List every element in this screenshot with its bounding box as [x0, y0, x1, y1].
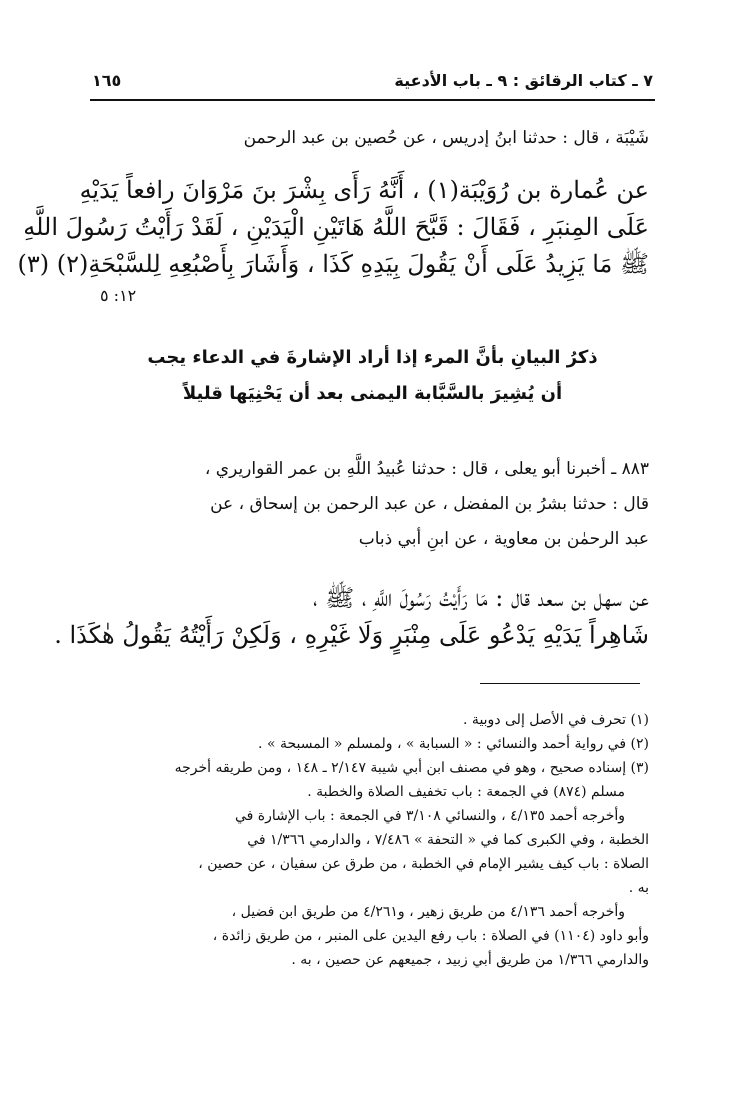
prev-isnad [96, 128, 649, 148]
footnote-3-line: (٣) إسناده صحيح ، وهو في مصنف ابن أبي شيبة ٢/١٤٧ ـ ١٤٨ ، ومن طريقه أخرجه [174, 760, 649, 776]
heading-line: ذكرُ البيانِ بأنَّ المرء إذا أراد الإشارةَ في الدعاء يجب [147, 347, 598, 368]
footnote-3-line: به . [628, 880, 649, 896]
page-number: ١٦٥ [92, 70, 122, 90]
page-header [92, 66, 653, 94]
hadith-883-isnad [96, 452, 649, 557]
hadith-883-matn [54, 580, 649, 654]
header-rule [90, 99, 655, 101]
matn-line: عن سهل بن سعد قال : مَا رَأَيْتُ رَسُولَ اللَّهِ ، ﷺ ، [312, 584, 649, 612]
isnad-line: قال : حدثنا بشرُ بن المفضل ، عن عبد الرحمن بن إسحاق ، عن [210, 494, 649, 514]
footnote-3-line: وأخرجه أحمد ٤/١٣٥ ، والنسائي ٣/١٠٨ في الجمعة : باب الإشارة في [234, 808, 625, 824]
footnote-3-line: الصلاة : باب كيف يشير الإمام في الخطبة ، من طرق عن سفيان ، عن حصين ، [198, 856, 649, 872]
footnote-3-line: وأبو داود (١١٠٤) في الصلاة : باب رفع اليدين على المنبر ، من طريق زائدة ، [212, 928, 649, 944]
footnotes [96, 708, 649, 972]
footnote-2: (٢) في رواية أحمد والنسائي : « السبابة » ، ولمسلم « المسبحة » . [258, 736, 649, 752]
heading-line: أن يُشِيرَ بالسَّبَّابة اليمنى بعد أن يَحْنِيَها قليلاً [182, 383, 563, 404]
chapter-heading [96, 340, 649, 412]
isnad-line: ٨٨٣ ـ أخبرنا أبو يعلى ، قال : حدثنا عُبيدُ اللَّهِ بن عمر القواريري ، [204, 459, 649, 479]
footnote-1: (١) تحرف في الأصل إلى دوبية . [463, 712, 649, 728]
footnote-3-line: الخطبة ، وفي الكبرى كما في « التحفة » ٧/٤٨٦ ، والدارمي ١/٣٦٦ في [247, 832, 649, 848]
matn-line: ﷺ مَا يَزِيدُ عَلَى أَنْ يَقُولَ بِيَدِهِ كَذَا ، وَأَشَارَ بِأَصْبُعِهِ لِلسَّبْحَةِ(٢) (٣) [17, 250, 649, 278]
footnote-3-line: والدارمي ١/٣٦٦ من طريق أبي زبيد ، جميعهم عن حصين ، به . [291, 952, 649, 968]
footnote-3-line: وأخرجه أحمد ٤/١٣٦ من طريق زهير ، و٤/٢٦١ من طريق ابن فضيل ، [231, 904, 625, 920]
prev-matn [17, 172, 649, 283]
isnad-line: عبد الرحمٰن بن معاوية ، عن ابنِ أبي ذباب [358, 529, 649, 549]
matn-line: عَلَى المِنبَرِ ، فَقَالَ : قَبَّحَ اللَّهُ هَاتَيْنِ الْيَدَيْنِ ، لَقَدْ رَأَيْتُ رَسُولَ اللَّهِ [23, 213, 649, 241]
running-title: ٧ ـ كتاب الرقائق : ٩ ـ باب الأدعية [394, 70, 653, 90]
matn-line: شَاهِراً يَدَيْهِ يَدْعُو عَلَى مِنْبَرٍ وَلَا غَيْرِهِ ، وَلَكِنْ رَأَيْتُهُ يَقُولُ هٰكَذَا . [54, 621, 649, 649]
footnote-3-line: مسلم (٨٧٤) في الجمعة : باب تخفيف الصلاة والخطبة . [307, 784, 625, 800]
isnad-line: شَيْبَة ، قال : حدثنا ابنُ إدريس ، عن حُصين بن عبد الرحمن [243, 128, 649, 148]
matn-line: عن عُمارة بن رُوَيْبَة(١) ، أَنَّهُ رَأَى بِشْرَ بنَ مَرْوَانَ رافعاً يَدَيْهِ [79, 176, 649, 204]
footnote-separator [480, 683, 640, 684]
source-reference: ١٢: ٥ [100, 286, 137, 305]
